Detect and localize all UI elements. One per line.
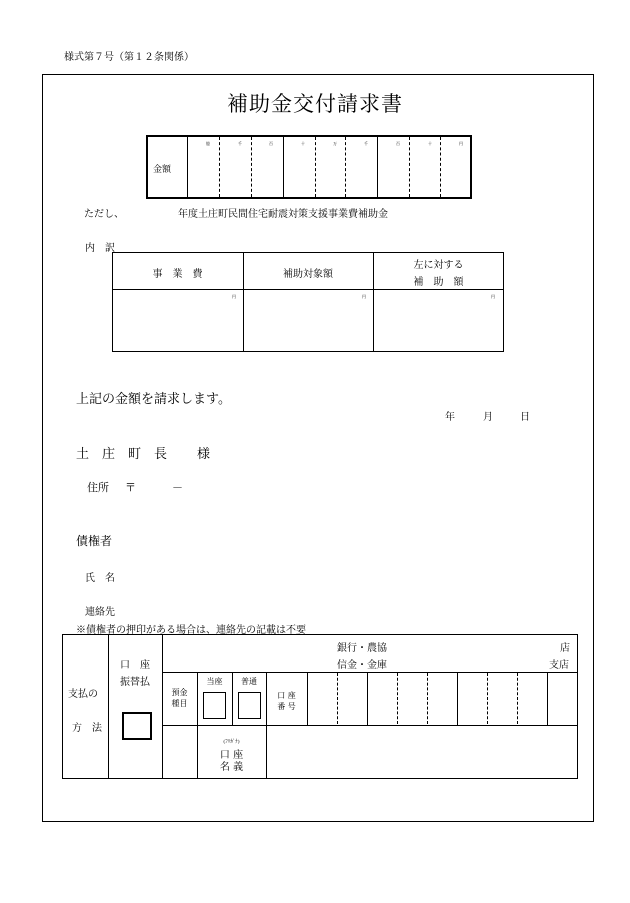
yen-unit: 円 bbox=[491, 294, 495, 299]
form-title: 補助金交付請求書 bbox=[227, 92, 403, 116]
creditor-contact-label: 連絡先 bbox=[85, 607, 115, 618]
postal-dash: － bbox=[172, 481, 183, 494]
account-number-line2: 番 号 bbox=[277, 702, 296, 711]
amount-unit: 億 bbox=[206, 141, 210, 146]
checking-checkbox[interactable] bbox=[203, 692, 226, 719]
amount-unit: 百 bbox=[396, 141, 400, 146]
yen-unit: 円 bbox=[362, 294, 366, 299]
header-eligible-amount: 補助対象額 bbox=[283, 269, 333, 280]
amount-label: 金額 bbox=[153, 165, 172, 175]
header-subsidy-line2: 補 助 額 bbox=[413, 277, 464, 288]
purpose-text: 年度土庄町民間住宅耐震対策支援事業費補助金 bbox=[178, 209, 388, 220]
creditor-name-label: 氏 名 bbox=[85, 573, 115, 584]
form-number-label: 様式第７号（第１２条関係） bbox=[64, 52, 194, 63]
amount-unit: 円 bbox=[459, 141, 463, 146]
branch-line2: 支店 bbox=[549, 660, 569, 671]
transfer-label-line1: 口 座 bbox=[120, 660, 150, 671]
amount-unit: 百 bbox=[269, 141, 273, 146]
request-statement: 上記の金額を請求します。 bbox=[76, 392, 231, 407]
payment-method-line1: 支払の bbox=[68, 689, 98, 700]
date-month: 月 bbox=[483, 412, 493, 423]
postal-mark: 〒 bbox=[125, 481, 136, 494]
account-name-line2: 名 義 bbox=[219, 762, 244, 773]
branch-line1: 店 bbox=[560, 643, 570, 654]
account-name-line1: 口 座 bbox=[219, 750, 244, 761]
deposit-type-line2: 種目 bbox=[171, 699, 188, 708]
addressee-name: 土 庄 町 長 bbox=[76, 447, 168, 462]
amount-unit: 千 bbox=[364, 141, 368, 146]
creditor-note: ※債権者の押印がある場合は、連絡先の記載は不要 bbox=[76, 625, 306, 636]
address-label: 住所 bbox=[87, 481, 109, 494]
furigana-label: (ﾌﾘｶﾞﾅ) bbox=[223, 739, 240, 745]
date-day: 日 bbox=[520, 412, 530, 423]
breakdown-label: 内 訳 bbox=[85, 243, 115, 254]
date-year: 年 bbox=[445, 412, 455, 423]
transfer-label-line2: 振替払 bbox=[120, 677, 150, 688]
bank-type-line2: 信金・金庫 bbox=[337, 660, 387, 671]
amount-unit: 万 bbox=[333, 141, 337, 146]
header-subsidy-line1: 左に対する bbox=[413, 260, 464, 271]
purpose-prefix: ただし、 bbox=[84, 209, 124, 220]
addressee-honorific: 様 bbox=[197, 447, 211, 462]
yen-unit: 円 bbox=[232, 294, 236, 299]
payment-method-line2: 方 法 bbox=[72, 723, 102, 734]
checking-label: 当座 bbox=[206, 677, 223, 686]
account-number-line1: 口 座 bbox=[277, 691, 296, 700]
amount-unit: 十 bbox=[428, 141, 432, 146]
amount-unit: 十 bbox=[301, 141, 305, 146]
amount-unit: 千 bbox=[238, 141, 242, 146]
deposit-type-line1: 預金 bbox=[171, 688, 188, 697]
bank-type-line1: 銀行・農協 bbox=[337, 643, 387, 654]
savings-checkbox[interactable] bbox=[238, 692, 261, 719]
header-project-cost: 事 業 費 bbox=[152, 269, 203, 280]
savings-label: 普通 bbox=[241, 677, 257, 686]
creditor-label: 債権者 bbox=[76, 534, 113, 548]
transfer-checkbox[interactable] bbox=[122, 712, 152, 740]
